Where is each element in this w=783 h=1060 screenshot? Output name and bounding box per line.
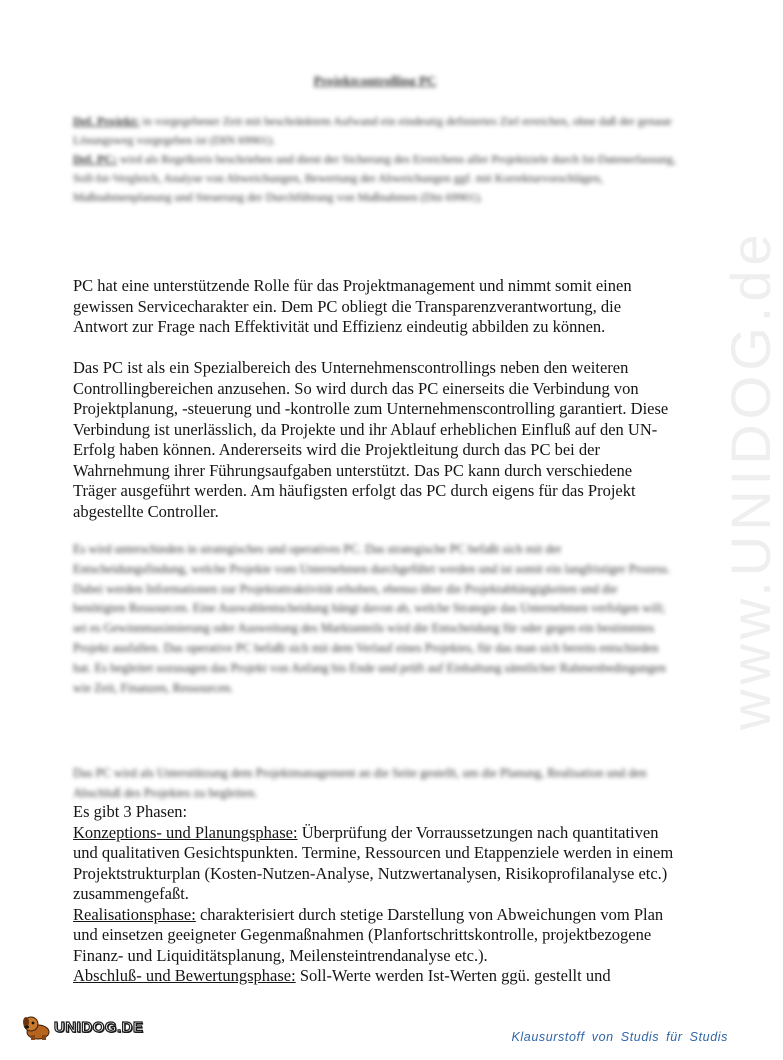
phases-section <box>73 802 678 987</box>
paragraph-specialization: Das PC ist als ein Spezialbereich des Unternehmenscontrollings neben den weiteren Controllingbereichen anzusehen. So wird durch das PC einerseits die Verbindung von Projektplanung, -steuerung und -kontrolle zum Unternehmenscontrolling garantiert. Diese Verbindung ist unerlässlich, da Projekte und ihr Ablauf erheblichen Einfluß auf den UN-Erfolg haben können. Andererseits wird die Projektleitung durch das PC bei der Wahrnehmung ihrer Führungsaufgaben unterstützt. Das PC kann durch verschiedene Träger ausgeführt werden. Am häufigsten erfolgt das PC durch eigens für das Projekt abgestellte Controller. <box>73 358 669 521</box>
document-title: Projektcontrolling PC <box>313 73 437 88</box>
phase-text: Soll-Werte werden Ist-Werten ggü. gestellt und <box>295 966 611 985</box>
phase-label: Realisationsphase: <box>73 904 196 924</box>
definition-projekt <box>73 112 679 150</box>
phase-closing <box>73 966 678 987</box>
phase-realisation <box>73 905 678 967</box>
definition-text: wird als Regelkreis beschrieben und dient der Sicherung des Erreichens aller Projektziele durch Ist-Datenerfassung, Soll-Ist-Vergleich, Analyse von Abweichungen, Bewertung der Abweichungen ggf. mit Korrekturvorschlägen, Maßnahmenplanung und Steuerung der Durchführung von Maßnahmen (Din 69901). <box>73 152 676 204</box>
phase-label: Konzeptions- und Planungsphase: <box>73 822 298 842</box>
paragraph-role: PC hat eine unterstützende Rolle für das Projektmanagement und nimmt somit einen gewissen Servicecharakter ein. Dem PC obliegt die Transparenzverantwortung, die Antwort zur Frage nach Effektivität und Effizienz eindeutig abbilden zu können. <box>73 276 632 336</box>
phase-planning <box>73 823 678 905</box>
phase-text: Überprüfung der Vorraussetzungen nach quantitativen und qualitativen Gesichtspunkten. Termine, Ressourcen und Etappenziele werden in einem Projektstrukturplan (Kosten-Nutzen-Analyse, Nutzwertanalysen, Risikoprofilanalyse etc.) zusammengefaßt. <box>73 822 674 903</box>
footer-tagline: Klausurstoff von Studis für Studis <box>511 1030 728 1044</box>
definition-label: Def. PC: <box>73 152 117 166</box>
logo-text: UNIDOG.DE <box>54 1018 144 1036</box>
definition-label: Def. Projekt: <box>73 114 140 128</box>
paragraph-support: Das PC wird als Unterstützung dem Projektmanagement an die Seite gestellt, um die Planung, Realisation und den Abschluß des Projektes zu begleiten. <box>73 766 647 800</box>
watermark-text: www.UNIDOG.de <box>719 229 782 730</box>
dog-icon <box>22 1013 52 1041</box>
unidog-logo[interactable] <box>22 1013 144 1041</box>
definition-pc <box>73 150 679 207</box>
phase-label: Abschluß- und Bewertungsphase: <box>73 966 296 985</box>
definitions-block <box>73 112 679 207</box>
phases-intro: Es gibt 3 Phasen: <box>73 802 188 821</box>
phase-text: charakterisiert durch stetige Darstellung von Abweichungen vom Plan und einsetzen geeigneter Gegenmaßnahmen (Planfortschrittskontrolle, projektbezogene Finanz- und Liquiditätsplanung, Meilensteintrendanalyse etc.). <box>73 904 664 965</box>
paragraph-strategic-operative: Es wird unterschieden in strategisches und operatives PC. Das strategische PC befaßt sich mit der Entscheidungsfindung, welche Projekte vom Unternehmen durchgeführt werden und ist somit ein langfristiger Prozess. Dabei werden Informationen zur Projektattraktivität erhoben, ebenso über die Projektabhängigkeiten und die benötigten Ressourcen. Eine Auswahlentscheidung hängt davon ab, welche Strategie das Unternehmen verfolgen will; sei es Gewinnmaximierung oder Ausweitung des Marktanteils wird die Entscheidung für oder gegen ein bestimmtes Projekt ausfallen. Das operative PC befaßt sich mit dem Verlauf eines Projektes, für das man sich bereits entschieden hat. Es begleitet sozusagen das Projekt von Anfang bis Ende und prüft auf Einhaltung sämtlicher Rahmenbedingungen wie Zeit, Finanzen, Ressourcen. <box>73 542 671 695</box>
definition-text: in vorgegebener Zeit mit beschränktem Aufwand ein eindeutig definiertes Ziel erreichen, ohne daß der genaue Lösungsweg vorgegeben ist (DIN 69901). <box>73 114 672 147</box>
